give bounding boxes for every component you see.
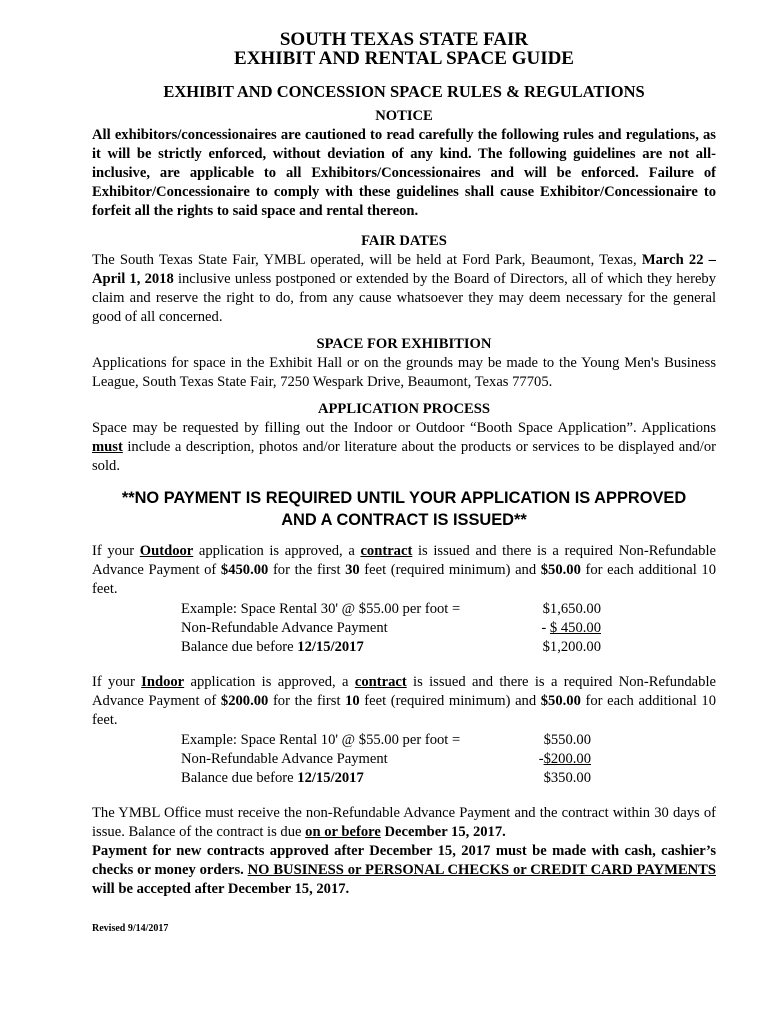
outdoor-nonref-prefix: - bbox=[541, 620, 550, 636]
fair-dates-text-pre: The South Texas State Fair, YMBL operated, will be held at Ford Park, Beaumont, Texas, bbox=[92, 252, 642, 268]
indoor-balance-date: 12/15/2017 bbox=[297, 770, 364, 786]
outdoor-nonref-amount-wrap bbox=[541, 619, 601, 638]
outdoor-paragraph bbox=[92, 542, 716, 599]
revised-date: Revised 9/14/2017 bbox=[92, 923, 169, 934]
outdoor-text-1: If your bbox=[92, 543, 140, 559]
indoor-example bbox=[92, 731, 716, 788]
outdoor-nonref-row bbox=[181, 619, 601, 638]
indoor-text-3: is issued and there is a required Non-Refundable Advance Payment of bbox=[92, 674, 716, 709]
outdoor-text-3: is issued and there is a required Non-Refundable Advance Payment of bbox=[92, 543, 716, 578]
indoor-text-6: for each additional 10 feet. bbox=[92, 693, 716, 728]
closing-text-1: The YMBL Office must receive the non-Refundable Advance Payment and the contract within 30 days of issue. Balance of the contract is due bbox=[92, 805, 716, 840]
page-title bbox=[92, 30, 716, 68]
indoor-text-5: feet (required minimum) and bbox=[359, 693, 541, 709]
closing-no-checks: NO BUSINESS or PERSONAL CHECKS or CREDIT CARD PAYMENTS bbox=[247, 862, 717, 878]
outdoor-example bbox=[92, 600, 716, 657]
indoor-nonref-label: Non-Refundable Advance Payment bbox=[181, 751, 388, 767]
space-text: Applications for space in the Exhibit Hall or on the grounds may be made to the Young Men's Business League, South Texas State Fair, 7250 Wespark Drive, Beaumont, Texas 77705. bbox=[92, 355, 716, 390]
title-line-1: SOUTH TEXAS STATE FAIR bbox=[279, 29, 529, 50]
payment-notice-line-1: **NO PAYMENT IS REQUIRED UNTIL YOUR APPLICATION IS APPROVED bbox=[121, 489, 687, 507]
closing-bold-2: will be accepted after December 15, 2017. bbox=[92, 881, 350, 897]
indoor-advance: $200.00 bbox=[220, 693, 269, 709]
payment-notice-line-2: AND A CONTRACT IS ISSUED** bbox=[281, 511, 527, 529]
closing-due: on or before bbox=[305, 824, 381, 840]
notice-text: All exhibitors/concessionaires are cautioned to read carefully the following rules and regulations, as it will be strictly enforced, without deviation of any kind. The following guidelines are not all-inclusive, are applicable to all Exhibitors/Concessionaires and will be enforced. Failure of Exhibitor/Concessionaire to comply with these guidelines shall cause Exhibitor/Concessionaire to forfeit all the rights to said space and rental thereon. bbox=[92, 127, 716, 219]
document-page bbox=[92, 30, 716, 938]
fair-dates-text bbox=[92, 251, 716, 327]
title-line-2: EXHIBIT AND RENTAL SPACE GUIDE bbox=[234, 48, 574, 69]
indoor-example-label: Example: Space Rental 10' @ $55.00 per foot = bbox=[181, 732, 461, 748]
closing-text-2: December 15, 2017. bbox=[380, 824, 506, 840]
page-subtitle: EXHIBIT AND CONCESSION SPACE RULES & REGULATIONS bbox=[163, 82, 645, 101]
outdoor-example-row bbox=[181, 600, 601, 619]
outdoor-text-6: for each additional 10 feet. bbox=[92, 562, 716, 597]
application-text bbox=[92, 419, 716, 476]
indoor-example-row bbox=[181, 731, 601, 750]
outdoor-balance-label-wrap bbox=[181, 638, 364, 657]
indoor-nonref-amount-wrap bbox=[539, 750, 591, 769]
notice-heading: NOTICE bbox=[375, 108, 433, 124]
indoor-paragraph bbox=[92, 673, 716, 730]
application-heading: APPLICATION PROCESS bbox=[317, 401, 491, 417]
outdoor-feet: 30 bbox=[345, 562, 360, 578]
fair-dates-range: March 22 – April 1, 2018 bbox=[92, 252, 716, 287]
indoor-balance-label: Balance due before bbox=[181, 770, 298, 786]
outdoor-example-label: Example: Space Rental 30' @ $55.00 per foot = bbox=[181, 601, 461, 617]
closing-payment-rules bbox=[92, 842, 716, 899]
application-text-post: include a description, photos and/or literature about the products or services to be displayed and/or sold. bbox=[92, 439, 716, 474]
closing-bold-1: Payment for new contracts approved after December 15, 2017 must be made with cash, cashier’s checks or money orders. bbox=[92, 843, 716, 878]
outdoor-nonref-amount: $ 450.00 bbox=[549, 620, 601, 636]
space-heading: SPACE FOR EXHIBITION bbox=[316, 336, 492, 352]
indoor-text-2: application is approved, a bbox=[184, 674, 355, 690]
outdoor-advance: $450.00 bbox=[220, 562, 269, 578]
indoor-nonref-amount: $200.00 bbox=[543, 751, 591, 767]
outdoor-contract: contract bbox=[360, 543, 413, 559]
fair-dates-text-post: inclusive unless postponed or extended by the Board of Directors, all of which they hereby claim and reserve the right to do, from any cause whatsoever they may deem necessary for the general good of all concerned. bbox=[92, 271, 717, 325]
outdoor-additional: $50.00 bbox=[540, 562, 581, 578]
indoor-balance-row bbox=[181, 769, 601, 788]
outdoor-kind: Outdoor bbox=[139, 543, 194, 559]
indoor-balance-amount: $350.00 bbox=[543, 770, 591, 786]
indoor-nonref-prefix: - bbox=[538, 751, 544, 767]
fair-dates-heading: FAIR DATES bbox=[361, 233, 447, 249]
indoor-feet: 10 bbox=[345, 693, 360, 709]
outdoor-text-4: for the first bbox=[268, 562, 346, 578]
payment-notice bbox=[92, 487, 716, 531]
outdoor-text-5: feet (required minimum) and bbox=[359, 562, 541, 578]
indoor-text-4: for the first bbox=[268, 693, 346, 709]
outdoor-nonref-label: Non-Refundable Advance Payment bbox=[181, 620, 388, 636]
outdoor-balance-date: 12/15/2017 bbox=[297, 639, 364, 655]
closing-paragraph bbox=[92, 804, 716, 842]
outdoor-balance-row bbox=[181, 638, 601, 657]
indoor-balance-label-wrap bbox=[181, 769, 364, 788]
application-text-pre: Space may be requested by filling out the Indoor or Outdoor “Booth Space Application”. Applications bbox=[92, 420, 716, 436]
indoor-example-amount: $550.00 bbox=[543, 732, 591, 748]
indoor-kind: Indoor bbox=[141, 674, 185, 690]
indoor-contract: contract bbox=[354, 674, 407, 690]
outdoor-text-2: application is approved, a bbox=[193, 543, 361, 559]
outdoor-example-amount: $1,650.00 bbox=[542, 601, 601, 617]
application-must: must bbox=[92, 439, 123, 455]
indoor-text-1: If your bbox=[92, 674, 142, 690]
outdoor-balance-label: Balance due before bbox=[181, 639, 298, 655]
outdoor-balance-amount: $1,200.00 bbox=[542, 639, 601, 655]
indoor-nonref-row bbox=[181, 750, 601, 769]
indoor-additional: $50.00 bbox=[540, 693, 581, 709]
